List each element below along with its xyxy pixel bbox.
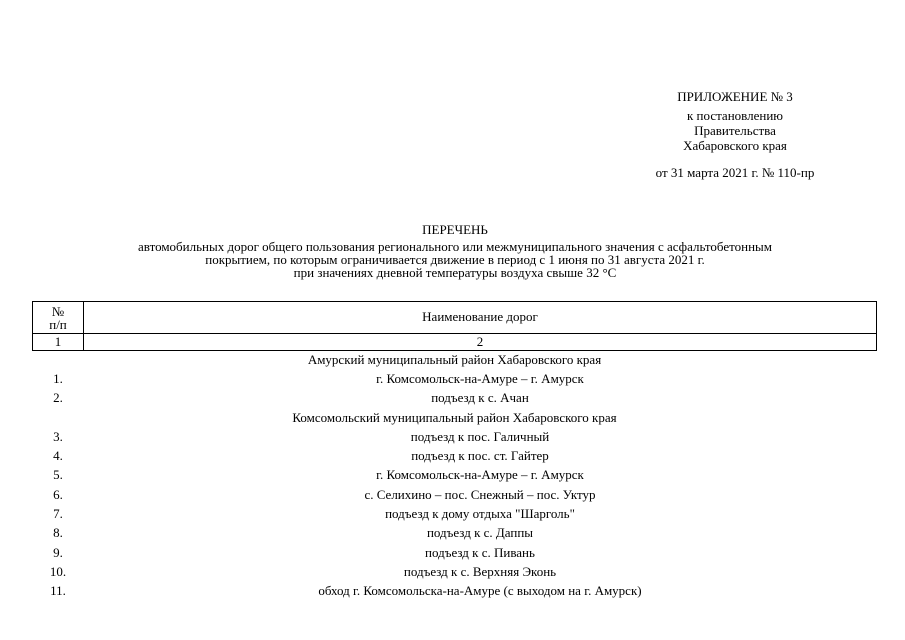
approval-date: от 31 марта 2021 г. № 110-пр [655,164,815,180]
road-name: подъезд к пос. Галичный [410,428,550,444]
table-row [33,466,877,485]
approval-block [630,90,840,181]
table-row [33,505,877,524]
road-name: подъезд к с. Верхняя Эконь [403,563,557,579]
group-title: Амурский муниципальный район Хабаровского края [307,352,602,368]
row-number: 11. [50,583,66,599]
group-row [33,409,877,428]
table-row [33,389,877,408]
appendix-title: ПРИЛОЖЕНИЕ № 3 [677,89,793,104]
column-number: 2 [84,334,877,351]
road-name: подъезд к пос. ст. Гайтер [411,448,549,464]
group-title: Комсомольский муниципальный район Хабаровского края [292,409,617,425]
group-row [33,351,877,371]
road-name: обход г. Комсомольска-на-Амуре (с выходом на г. Амурск) [318,583,642,599]
row-number: 4. [53,448,63,464]
road-name: подъезд к дому отдыха "Шарголь" [385,505,575,521]
road-name: с. Селихино – пос. Снежный – пос. Уктур [364,486,596,502]
header-number-symbol: № [51,303,65,319]
road-name: подъезд к с. Даппы [426,525,534,541]
row-number: 6. [53,486,63,502]
row-number: 2. [53,390,63,406]
table-row [33,428,877,447]
table-row [33,447,877,466]
header-number-cell [33,302,84,334]
column-numbers-row [33,334,877,351]
road-name: подъезд к с. Ачан [431,390,529,406]
approval-line: Хабаровского края [683,137,787,153]
table-row [33,582,877,601]
approval-line: Правительства [694,122,776,138]
approval-line: к постановлению [686,107,784,123]
header-name-cell: Наименование дорог [84,302,877,334]
table-row [33,563,877,582]
table-row [33,485,877,504]
road-name: г. Комсомольск-на-Амуре – г. Амурск [376,371,584,387]
row-number: 3. [53,428,63,444]
row-number: 7. [53,505,63,521]
table-row [33,543,877,562]
table-row [33,370,877,389]
row-number: 1. [53,371,63,387]
row-number: 9. [53,544,63,560]
document-heading [30,223,880,279]
document-subtitle-line: автомобильных дорог общего пользования регионального или межмуниципального значения с асфальтобетонным [137,238,773,254]
table-header-row [33,302,877,334]
road-name: г. Комсомольск-на-Амуре – г. Амурск [376,467,584,483]
roads-table [32,301,877,601]
header-number-abbr: п/п [49,316,67,332]
road-name: подъезд к с. Пивань [425,544,535,560]
row-number: 10. [49,563,67,579]
row-number: 5. [53,467,63,483]
table-row [33,524,877,543]
document-title: ПЕРЕЧЕНЬ [422,222,488,237]
row-number: 8. [53,525,63,541]
column-number: 1 [33,334,84,351]
document-subtitle-line: при значениях дневной температуры воздуха свыше 32 °C [293,264,617,280]
document-subtitle-line: покрытием, по которым ограничивается движение в период с 1 июня по 31 августа 2021 г. [205,251,705,267]
